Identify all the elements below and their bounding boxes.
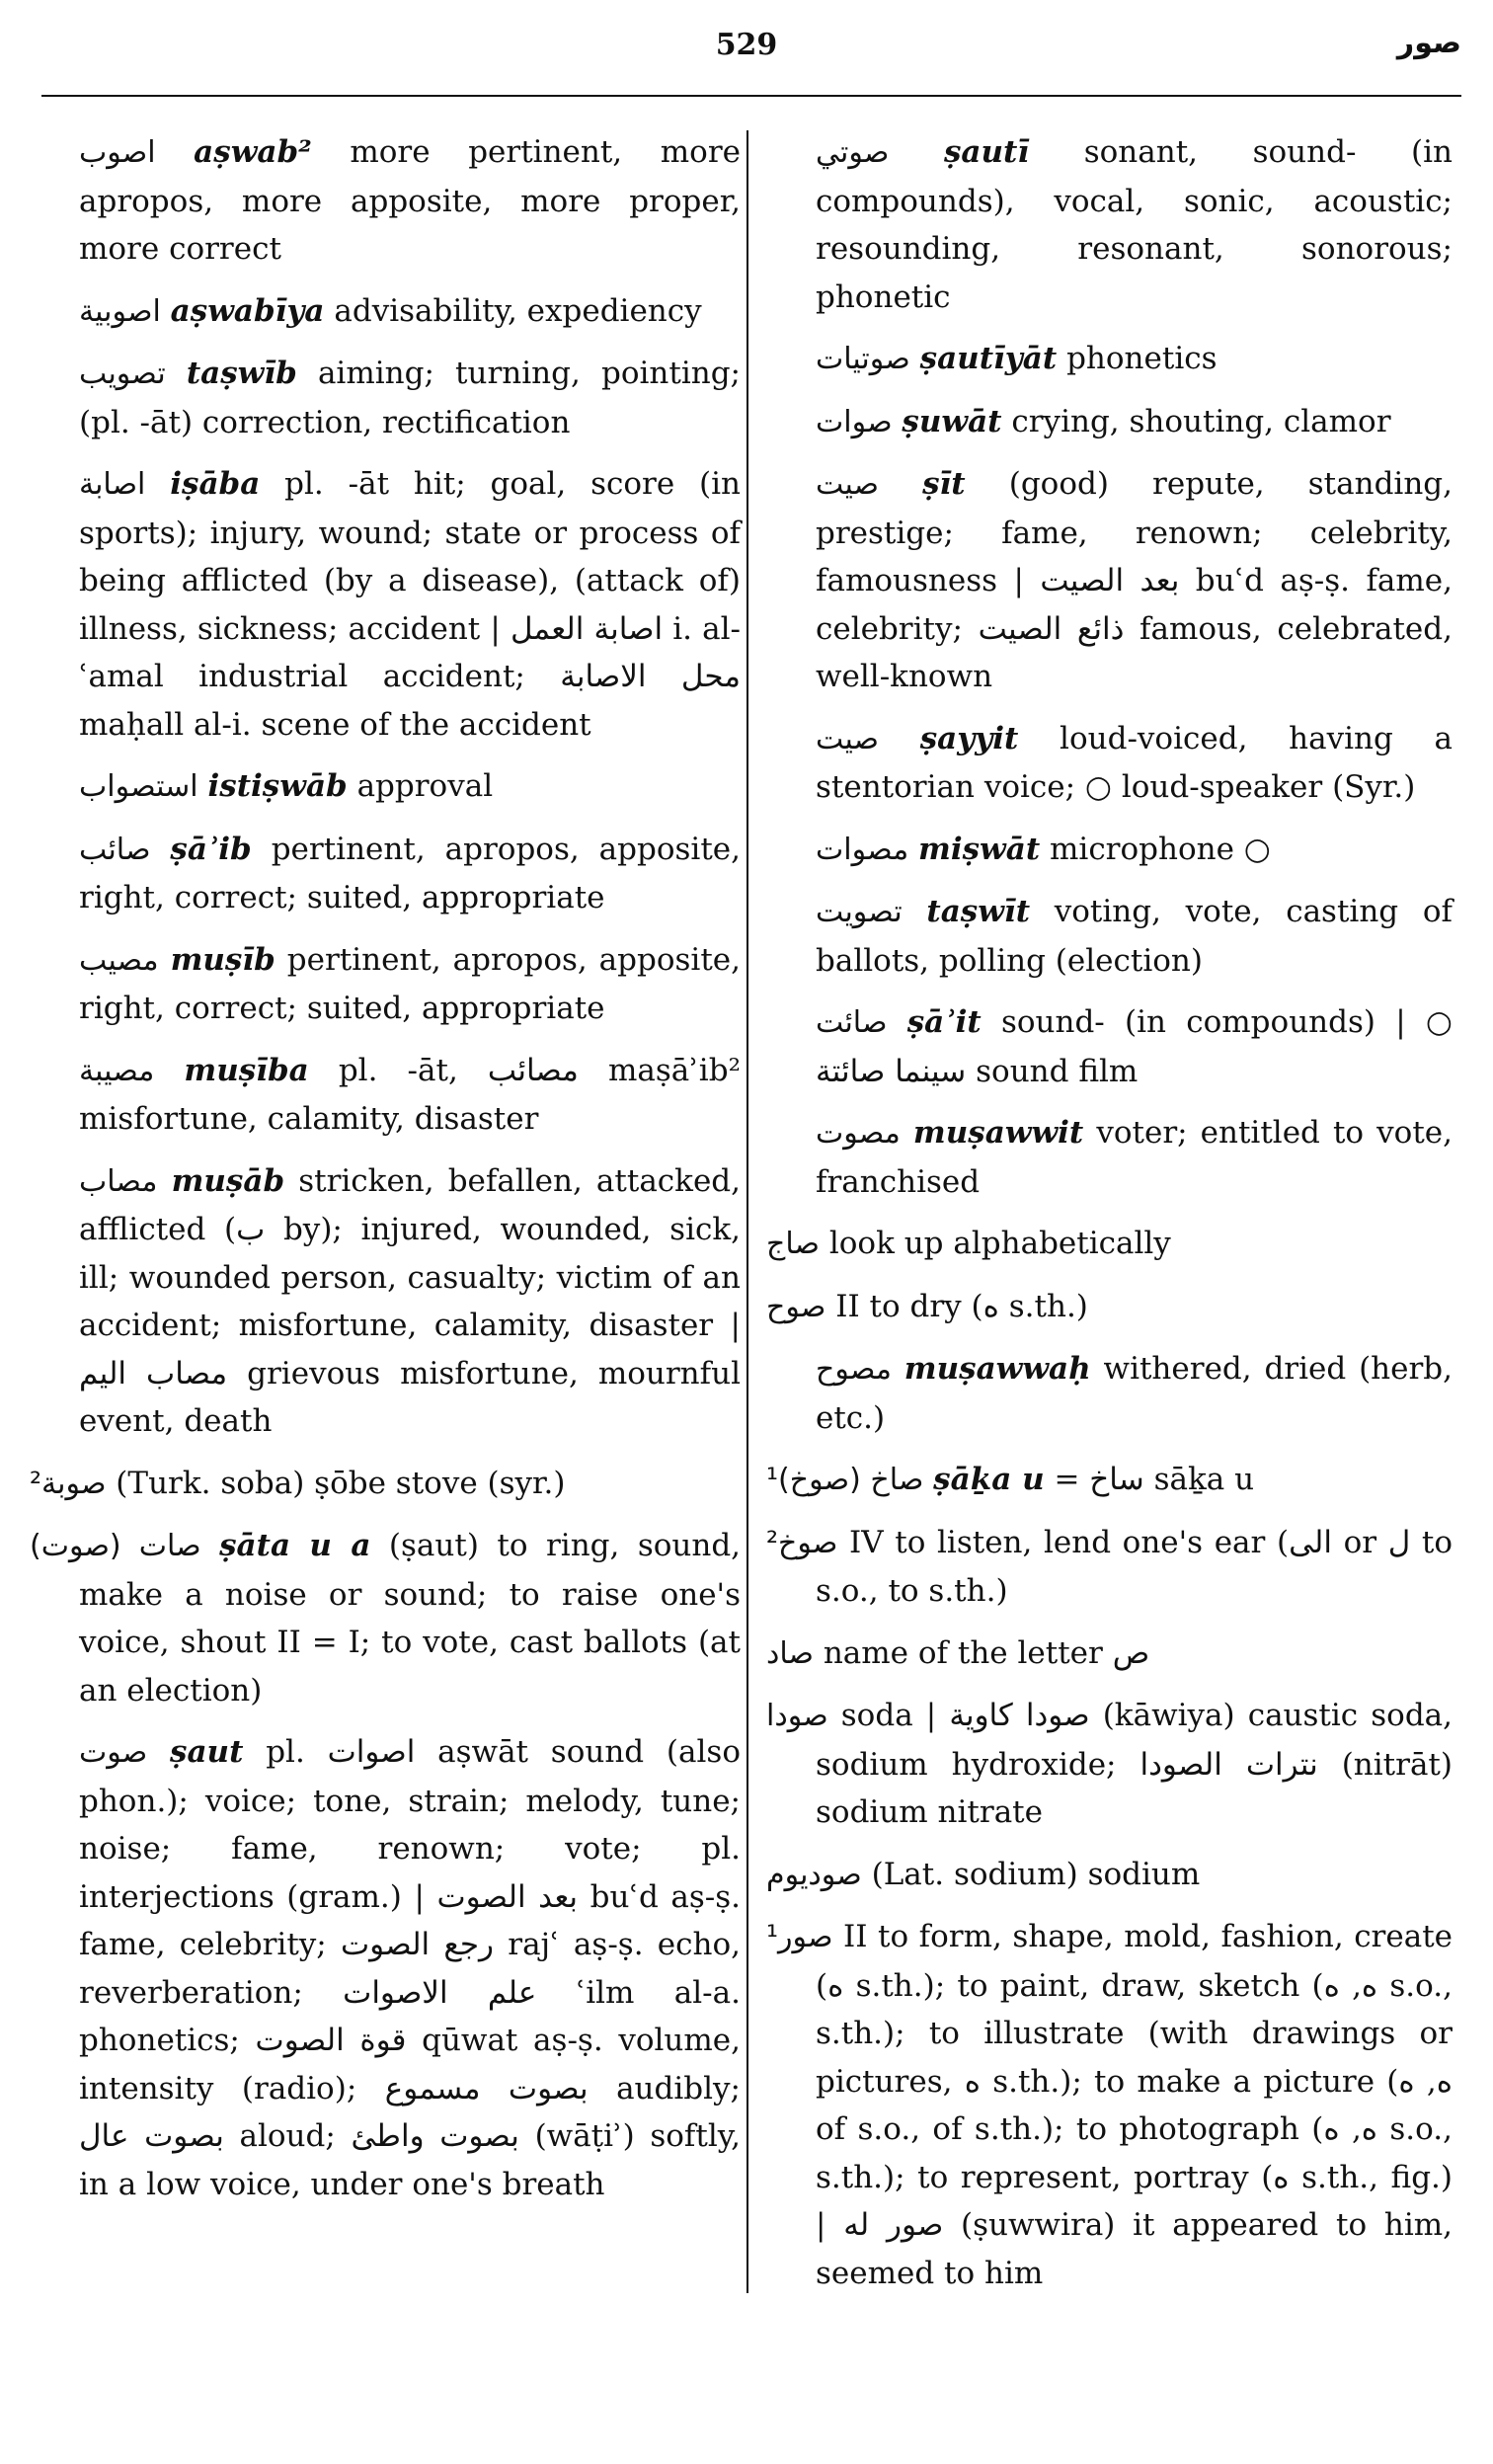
dictionary-entry	[30, 1522, 741, 1714]
arabic-headword: اصوبية	[79, 293, 161, 329]
definition-text: pertinent, apropos, apposite, right, correct; suited, appropriate	[79, 941, 741, 1026]
definition-text: phonetics	[1057, 341, 1218, 376]
dictionary-entry	[79, 1157, 741, 1446]
dictionary-entry	[816, 826, 1453, 875]
transliteration: ṣayyit	[919, 720, 1019, 756]
transliteration: ṣautī	[943, 134, 1030, 170]
arabic-headword: مصيبة	[79, 1053, 155, 1088]
dictionary-entry	[816, 128, 1453, 321]
dictionary-entry	[766, 1851, 1453, 1900]
definition-text: soda | صودا كاوية (kāwiya) caustic soda, sodium hydroxide; نترات الصودا (nitrāt) sodium nitrate	[816, 1698, 1454, 1830]
transliteration: iṣāba	[170, 466, 261, 502]
arabic-headword: صودا	[766, 1699, 828, 1733]
arabic-headword: صوح	[766, 1289, 826, 1324]
definition-text: II to form, shape, mold, fashion, create (ه s.th.); to paint, draw, sketch (ه, ه s.o., s.th.); to illustrate (with drawings or pictures, ه s.th.); to make a picture (ه, ه of s.o., of s.th.); to photograph (ه, ه s.o., s.th.); to represent, portray (ه s.th., fig.) | صور له (ṣuwwira) it appeared to him, seemed to him	[816, 1919, 1454, 2291]
definition-text: loud-voiced, having a stentorian voice; ○ loud-speaker (Syr.)	[816, 720, 1453, 805]
arabic-headword: ²صوبة	[30, 1466, 107, 1501]
dictionary-entry	[816, 998, 1453, 1095]
dictionary-entry	[816, 460, 1453, 701]
arabic-headword: صاج	[766, 1227, 820, 1261]
arabic-headword: تصويت	[816, 895, 903, 929]
definition-text: pertinent, apropos, apposite, right, correct; suited, appropriate	[79, 831, 741, 915]
definition-text: pl. -āt, مصائب maṣāʾib² misfortune, calamity, disaster	[79, 1052, 741, 1137]
dictionary-entry	[766, 1913, 1453, 2297]
left-column	[30, 128, 742, 2222]
transliteration: istiṣwāb	[207, 768, 348, 804]
transliteration: ṣāʾib	[170, 831, 252, 867]
dictionary-entry	[766, 1220, 1453, 1269]
dictionary-entry	[766, 1456, 1453, 1505]
transliteration: ṣīt	[922, 466, 966, 502]
dictionary-entry	[79, 826, 741, 922]
arabic-headword: صوتيات	[816, 342, 910, 376]
transliteration: miṣwāt	[918, 831, 1041, 867]
definition-text: voting, vote, casting of ballots, polling (election)	[816, 894, 1453, 979]
right-column	[766, 128, 1454, 2311]
dictionary-entry	[816, 335, 1453, 384]
definition-text: name of the letter ص	[813, 1634, 1150, 1671]
dictionary-entry	[79, 287, 741, 337]
definition-text: sound- (in compounds) | ○ سينما صائتة sound film	[816, 1004, 1453, 1089]
definition-text: approval	[347, 768, 494, 804]
dictionary-entry	[79, 1728, 741, 2208]
dictionary-entry	[816, 398, 1453, 447]
dictionary-entry	[79, 460, 741, 749]
page-number: 529	[715, 28, 778, 62]
arabic-headword: صوات	[816, 404, 893, 439]
transliteration: ṣāʾit	[906, 1004, 982, 1040]
definition-text: pl. -āt hit; goal, score (in sports); injury, wound; state or process of being afflicted (by a disease), (attack of) illness, sickness; accident | اصابة العمل i. al-ʿamal industrial accident; محل الاصابة maḥall al-i. scene of the accident	[79, 466, 741, 743]
arabic-headword: استصواب	[79, 769, 198, 804]
definition-text: IV to listen, lend one's ear (الى or ل to s.o., to s.th.)	[816, 1524, 1453, 1609]
dictionary-entry	[79, 1047, 741, 1144]
arabic-headword: صائت	[816, 1005, 888, 1040]
definition-text: sonant, sound- (in compounds), vocal, sonic, acoustic; resounding, resonant, sonorous; phonetic	[816, 134, 1454, 315]
arabic-headword: ¹(صوخ) صاخ	[766, 1463, 924, 1497]
dictionary-entry	[816, 715, 1453, 812]
arabic-headword: مصوح	[816, 1352, 892, 1387]
definition-text: (Lat. sodium) sodium	[861, 1856, 1201, 1892]
definition-text: crying, shouting, clamor	[1001, 403, 1391, 439]
arabic-headword: ²صوخ	[766, 1525, 838, 1560]
dictionary-entry	[766, 1519, 1453, 1616]
definition-text: pl. اصوات aṣwāt sound (also phon.); voice; tone, strain; melody, tune; noise; fame, renown; vote; pl. interjections (gram.) | بعد الصوت buʿd aṣ-ṣ. fame, celebrity; رجع الصوت rajʿ aṣ-ṣ. echo, reverberation; علم الاصوات ʿilm al-a. phonetics; قوة الصوت qūwat aṣ-ṣ. volume, intensity (radio); بصوت مسموع audibly; بصوت عال aloud; بصوت واطئ (wāṭiʾ) softly, in a low voice, under one's breath	[79, 1734, 741, 2202]
dictionary-entry	[79, 128, 741, 274]
dictionary-entry	[816, 1109, 1453, 1206]
dictionary-entry	[766, 1692, 1453, 1837]
transliteration: aṣwab²	[194, 134, 312, 170]
arabic-headword: مصوت	[816, 1116, 901, 1151]
definition-text: (Turk. soba) ṣōbe stove (syr.)	[106, 1465, 566, 1501]
transliteration: ṣāta u a	[219, 1528, 371, 1563]
dictionary-entry	[79, 762, 741, 812]
transliteration: muṣawwaḥ	[904, 1351, 1091, 1387]
arabic-headword: صات (صوت)	[30, 1529, 201, 1563]
transliteration: taṣwīt	[926, 894, 1031, 929]
arabic-headword: صوت	[79, 1735, 148, 1770]
definition-text: voter; entitled to vote, franchised	[816, 1115, 1453, 1200]
transliteration: ṣaut	[170, 1734, 244, 1770]
transliteration: muṣāb	[171, 1162, 285, 1199]
arabic-headword: تصويب	[79, 357, 166, 391]
definition-text: look up alphabetically	[819, 1226, 1171, 1261]
arabic-headword: صيت	[816, 467, 879, 502]
definition-text: withered, dried (herb, etc.)	[816, 1351, 1453, 1436]
definition-text: = ساخ sāḵa u	[1044, 1462, 1255, 1497]
arabic-headword: مصوات	[816, 832, 909, 867]
transliteration: muṣība	[184, 1052, 309, 1088]
dictionary-entry	[766, 1283, 1453, 1332]
transliteration: taṣwīb	[186, 356, 297, 391]
dictionary-entry	[766, 1629, 1453, 1679]
transliteration: muṣīb	[170, 941, 275, 978]
transliteration: ṣuwāt	[902, 403, 1002, 439]
definition-text: (good) repute, standing, prestige; fame, renown; celebrity, famousness | بعد الصيت buʿd aṣ-ṣ. fame, celebrity; ذائع الصيت famous, celebrated, well-known	[816, 466, 1454, 694]
definition-text: II to dry (ه s.th.)	[825, 1288, 1088, 1324]
definition-text: (ṣaut) to ring, sound, make a noise or sound; to raise one's voice, shout II = I; to vote, cast ballots (at an election)	[79, 1528, 742, 1709]
dictionary-entry	[30, 1460, 741, 1509]
definition-text: stricken, befallen, attacked, afflicted (ب by); injured, wounded, sick, ill; wounded person, casualty; victim of an accident; misfortune, calamity, disaster | مصاب اليم grievous misfortune, mournful event, death	[79, 1162, 742, 1439]
transliteration: ṣāḵa u	[933, 1462, 1045, 1497]
arabic-headword: صاد	[766, 1635, 814, 1671]
definition-text: advisability, expediency	[324, 292, 702, 329]
arabic-headword: اصوب	[79, 135, 156, 170]
dictionary-entry	[816, 888, 1453, 985]
arabic-headword: صيت	[816, 721, 879, 756]
arabic-headword: صائب	[79, 832, 151, 867]
arabic-headword: مصيب	[79, 942, 159, 978]
running-headword: صور	[1396, 26, 1461, 60]
dictionary-entry	[816, 1345, 1453, 1442]
arabic-headword: اصابة	[79, 467, 146, 502]
header-rule	[41, 95, 1461, 97]
arabic-headword: صوتي	[816, 135, 890, 170]
column-divider	[746, 130, 748, 2293]
definition-text: more pertinent, more apropos, more apposite, more proper, more correct	[79, 134, 741, 267]
arabic-headword: صوديوم	[766, 1857, 862, 1892]
transliteration: aṣwabīya	[170, 292, 325, 329]
transliteration: muṣawwit	[912, 1115, 1084, 1151]
dictionary-entry	[79, 936, 741, 1033]
transliteration: ṣautīyāt	[919, 341, 1058, 376]
definition-text: aiming; turning, pointing; (pl. -āt) correction, rectification	[79, 356, 741, 440]
dictionary-entry	[79, 350, 741, 446]
arabic-headword: مصاب	[79, 1163, 158, 1199]
definition-text: microphone ○	[1040, 831, 1271, 867]
arabic-headword: ¹صور	[766, 1920, 833, 1954]
